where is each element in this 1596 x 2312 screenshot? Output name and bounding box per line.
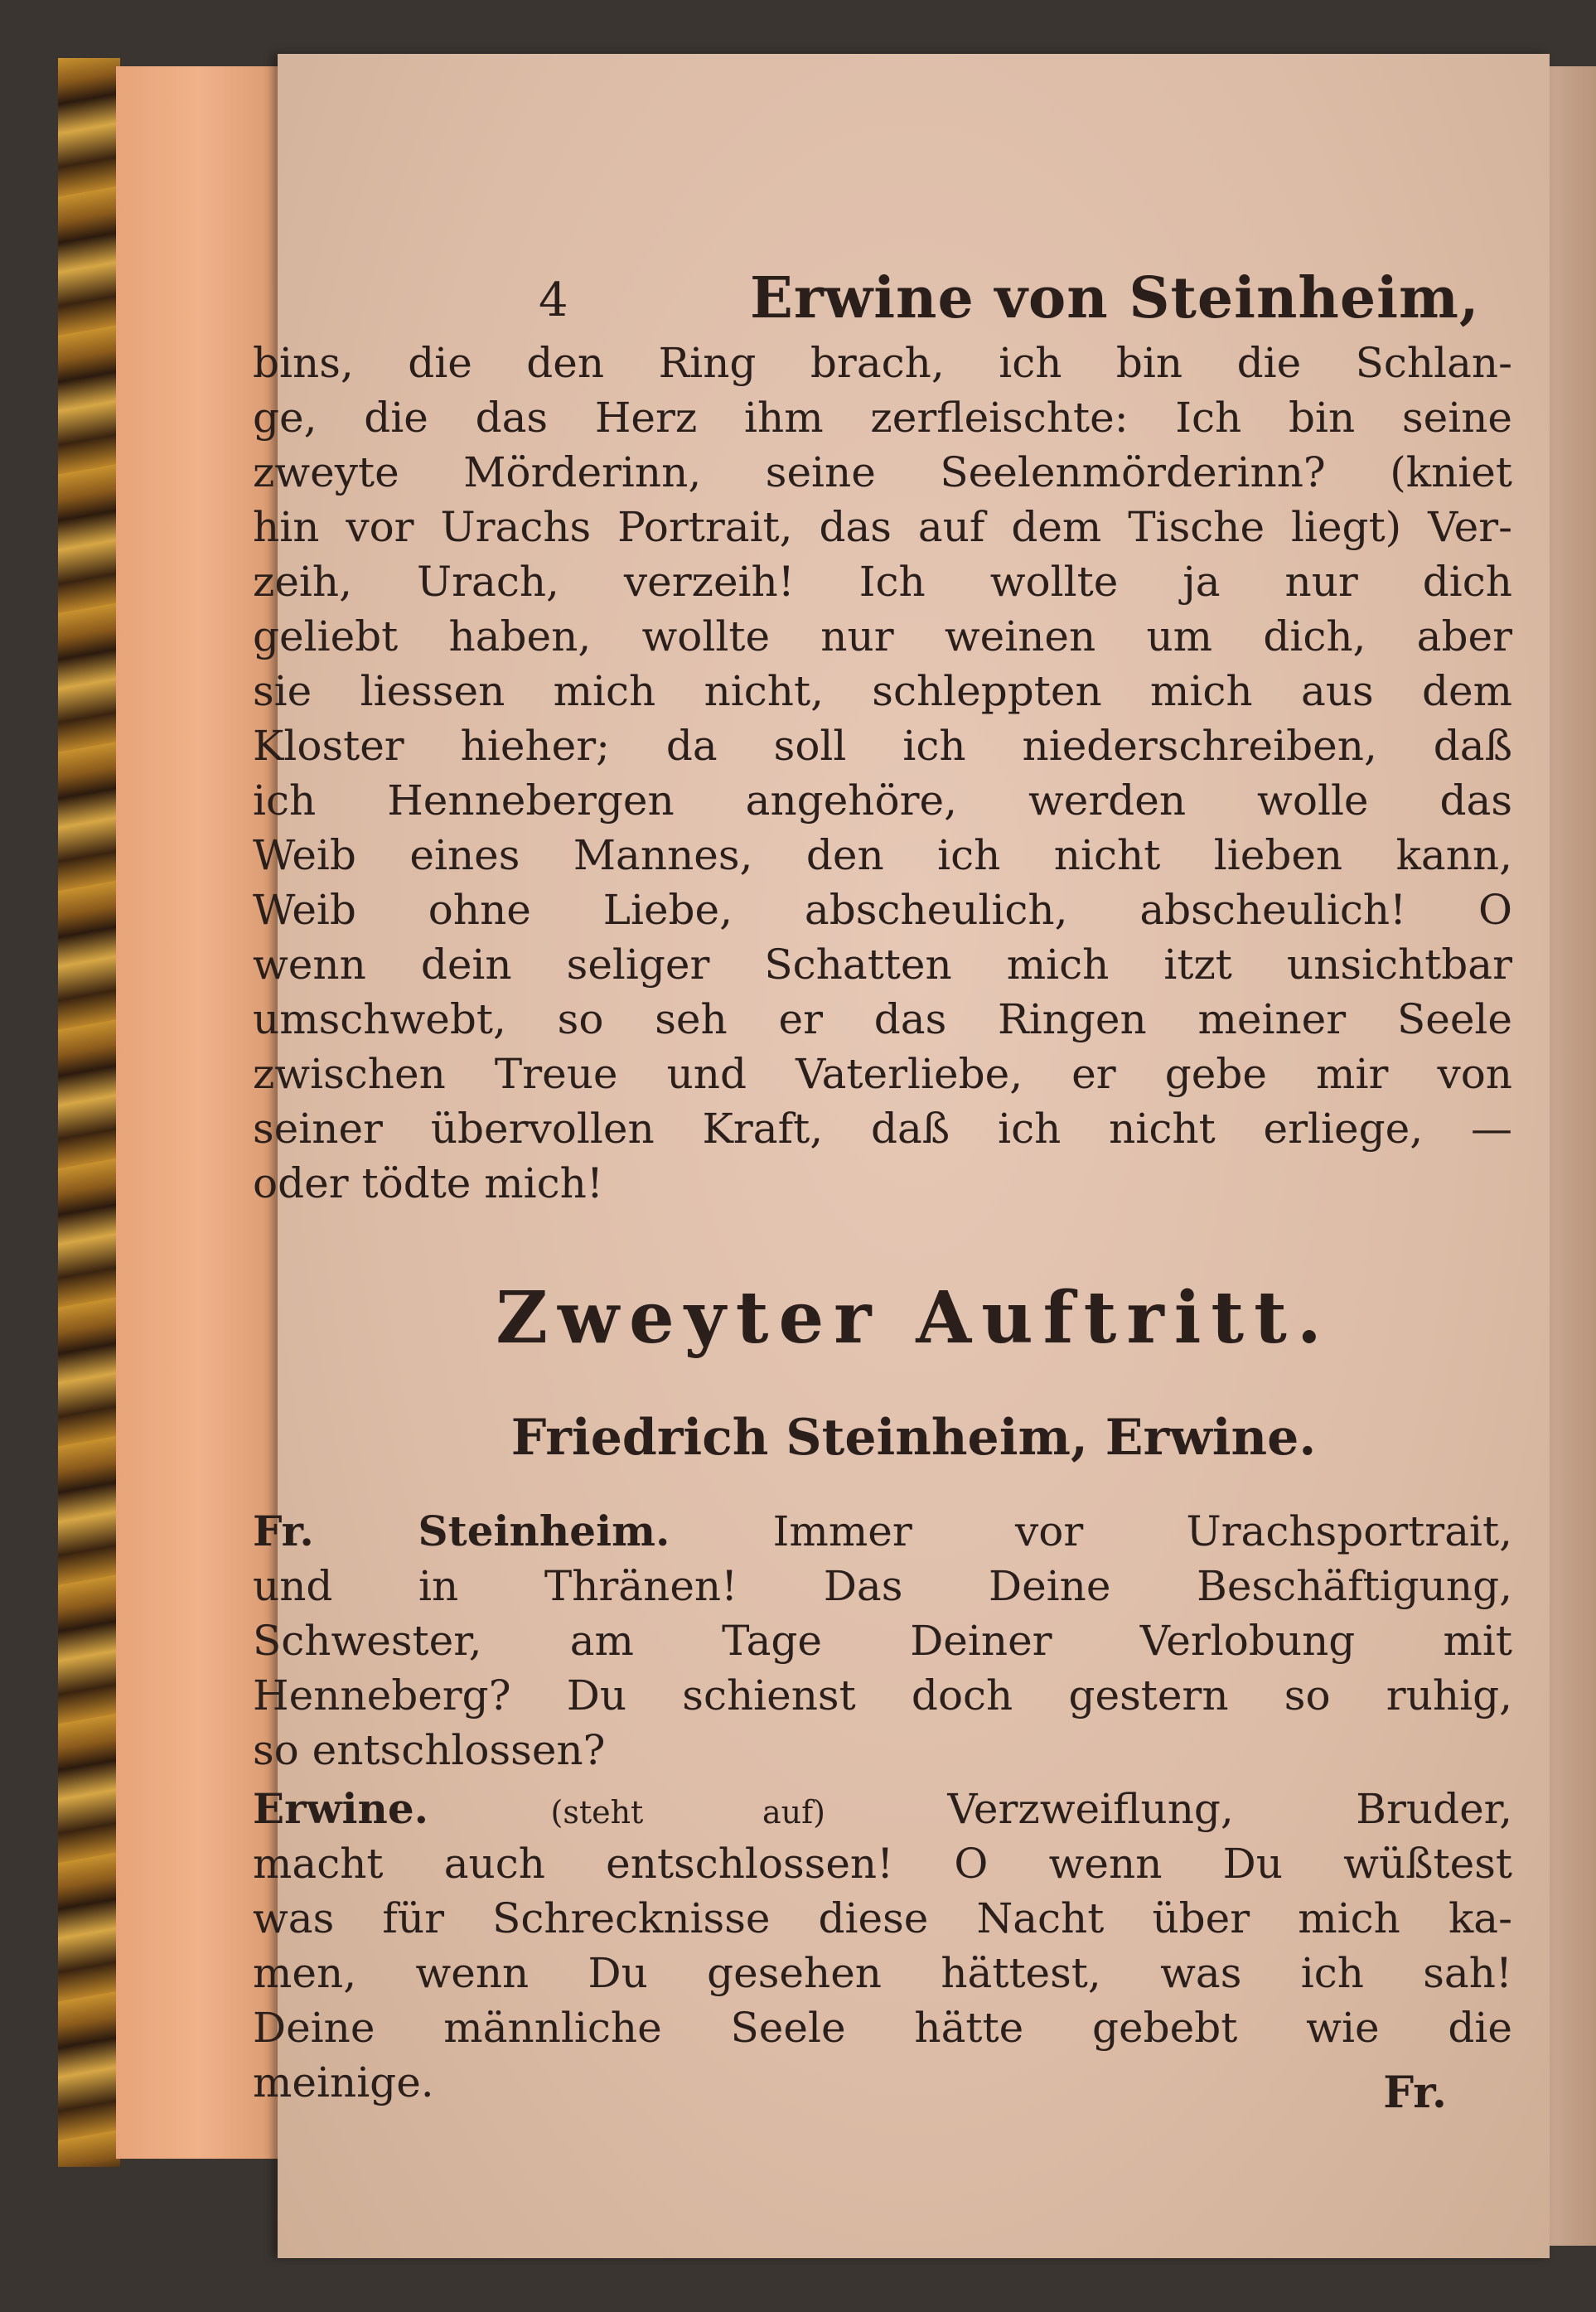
text-line: Verzweiflung, Bruder,: [947, 1785, 1512, 1833]
speech-erwine: [253, 1782, 1512, 2110]
text-line: meinige.: [253, 2058, 434, 2106]
text-line: men, wenn Du gesehen hättest, was ich sah!: [253, 1949, 1512, 1997]
running-head: Erwine von Steinheim,: [750, 265, 1480, 331]
text-line: Schwester, am Tage Deiner Verlobung mit: [253, 1617, 1512, 1665]
text-line: bins, die den Ring brach, ich bin die Schlan-: [253, 339, 1512, 387]
text-line: zwischen Treue und Vaterliebe, er gebe mir von: [253, 1050, 1512, 1098]
text-line: seiner übervollen Kraft, daß ich nicht erliege, —: [253, 1105, 1512, 1153]
speaker-name: Erwine.: [253, 1784, 429, 1833]
text-line: geliebt haben, wollte nur weinen um dich, aber: [253, 612, 1512, 660]
speaker-name: Fr. Steinheim.: [253, 1507, 670, 1555]
scene-title: Zweyter Auftritt.: [496, 1276, 1332, 1360]
text-line: Henneberg? Du schienst doch gestern so ruhig,: [253, 1671, 1512, 1719]
text-line: Immer vor Urachsportrait,: [772, 1507, 1512, 1555]
text-line: oder tödte mich!: [253, 1159, 603, 1207]
text-line: und in Thränen! Das Deine Beschäftigung,: [253, 1562, 1512, 1610]
speech-steinheim: [253, 1504, 1512, 1778]
page-header: [278, 240, 1550, 331]
text-line: wenn dein seliger Schatten mich itzt unsichtbar: [253, 941, 1512, 989]
text-line: ge, die das Herz ihm zerfleischte: Ich bin seine: [253, 394, 1512, 442]
stage-direction: (steht auf): [550, 1794, 825, 1831]
text-line: umschwebt, so seh er das Ringen meiner Seele: [253, 995, 1512, 1043]
text-line: macht auch entschlossen! O wenn Du wüßtest: [253, 1840, 1512, 1888]
page-number: 4: [539, 273, 568, 327]
text-line: Kloster hieher; da soll ich niederschreiben, daß: [253, 722, 1512, 770]
text-line: Weib eines Mannes, den ich nicht lieben kann,: [253, 831, 1512, 879]
catchword: Fr.: [1383, 2068, 1447, 2118]
text-line: zweyte Mörderinn, seine Seelenmörderinn? (kniet: [253, 448, 1512, 496]
character-list: Friedrich Steinheim, Erwine.: [510, 1409, 1317, 1467]
marbled-cover: [58, 58, 120, 2167]
monologue: [253, 336, 1512, 1211]
text-line: zeih, Urach, verzeih! Ich wollte ja nur dich: [253, 558, 1512, 606]
text-line: Weib ohne Liebe, abscheulich, abscheulich! O: [253, 886, 1512, 934]
text-line: so entschlossen?: [253, 1726, 606, 1774]
text-line: was für Schrecknisse diese Nacht über mich ka-: [253, 1894, 1512, 1942]
page-fold: [1550, 66, 1596, 2246]
text-line: Deine männliche Seele hätte gebebt wie die: [253, 2004, 1512, 2052]
text-line: hin vor Urachs Portrait, das auf dem Tische liegt) Ver-: [253, 503, 1512, 551]
text-line: sie liessen mich nicht, schleppten mich aus dem: [253, 667, 1512, 715]
text-line: ich Hennebergen angehöre, werden wolle das: [253, 776, 1512, 825]
